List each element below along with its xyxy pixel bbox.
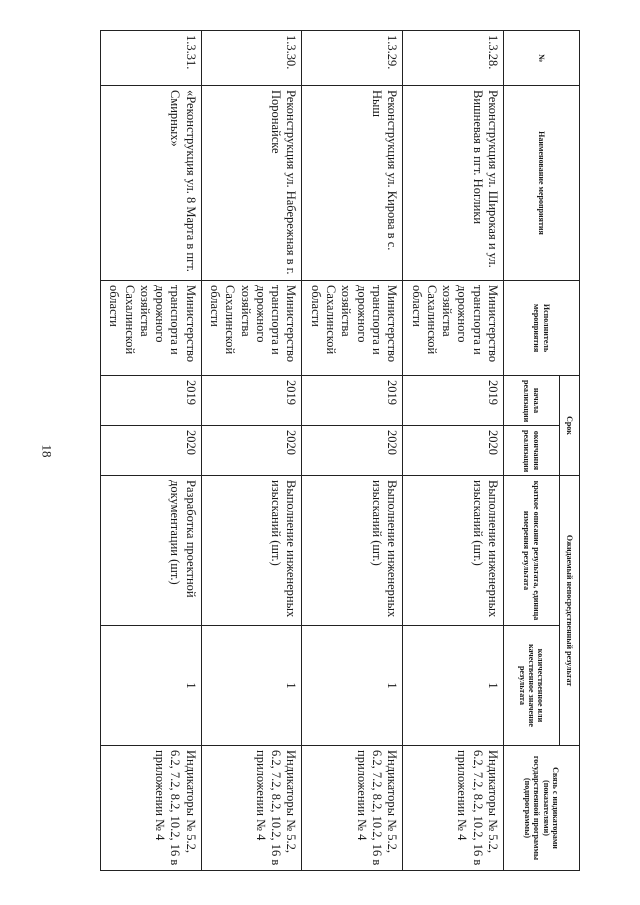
- header-num: №: [504, 31, 580, 86]
- cell-value: 1: [101, 626, 202, 746]
- cell-link: Индикаторы № 5.2, 6.2, 7.2, 8.2, 10.2, 16 в приложении № 4: [101, 746, 202, 871]
- cell-value: 1: [403, 626, 504, 746]
- rotated-table-container: [100, 30, 580, 870]
- header-result-desc: краткое описание результата, единица измерения результата: [504, 476, 560, 626]
- cell-link: Индикаторы № 5.2, 6.2, 7.2, 8.2, 10.2, 16 в приложении № 4: [302, 746, 403, 871]
- cell-desc: Выполнение инженерных изысканий (шт.): [302, 476, 403, 626]
- cell-name: Реконструкция ул. Набережная в г. Поронайске: [201, 86, 302, 281]
- table-row: [101, 31, 202, 871]
- header-result-value: количественное или качественное значение результата: [504, 626, 560, 746]
- cell-name: Реконструкция ул. Кирова в с. Ныш: [302, 86, 403, 281]
- cell-end: 2020: [403, 426, 504, 476]
- header-name: Наименование мероприятия: [504, 86, 580, 281]
- table-row: [403, 31, 504, 871]
- cell-start: 2019: [403, 376, 504, 426]
- cell-num: 1.3.28.: [403, 31, 504, 86]
- header-term-end: окончания реализации: [504, 426, 560, 476]
- cell-desc: Выполнение инженерных изысканий (шт.): [403, 476, 504, 626]
- header-row-top: [560, 31, 580, 871]
- cell-end: 2020: [201, 426, 302, 476]
- cell-num: 1.3.29.: [302, 31, 403, 86]
- cell-name: «Реконструкция ул. 8 Марта в пгт. Смирных»: [101, 86, 202, 281]
- table-row: [302, 31, 403, 871]
- cell-link: Индикаторы № 5.2, 6.2, 7.2, 8.2, 10.2, 16 в приложении № 4: [201, 746, 302, 871]
- header-term-start: начала реализации: [504, 376, 560, 426]
- header-link: Связь с индикаторами (показателями) государственной программы (подпрограммы): [504, 746, 580, 871]
- cell-executor: Министерство транспорта и дорожного хозяйства Сахалинской области: [403, 281, 504, 376]
- cell-start: 2019: [101, 376, 202, 426]
- header-term: Срок: [560, 376, 580, 476]
- measures-table: [100, 30, 580, 871]
- table-row: [201, 31, 302, 871]
- cell-desc: Выполнение инженерных изысканий (шт.): [201, 476, 302, 626]
- cell-end: 2020: [302, 426, 403, 476]
- cell-name: Реконструкция ул. Широкая и ул. Вишневая в пгт. Ноглики: [403, 86, 504, 281]
- document-table-area: [100, 30, 580, 870]
- cell-start: 2019: [201, 376, 302, 426]
- cell-start: 2019: [302, 376, 403, 426]
- cell-value: 1: [201, 626, 302, 746]
- cell-executor: Министерство транспорта и дорожного хозяйства Сахалинской области: [101, 281, 202, 376]
- cell-value: 1: [302, 626, 403, 746]
- page-number: 18: [39, 444, 55, 458]
- cell-executor: Министерство транспорта и дорожного хозяйства Сахалинской области: [201, 281, 302, 376]
- cell-end: 2020: [101, 426, 202, 476]
- cell-desc: Разработка проектной документации (шт.): [101, 476, 202, 626]
- cell-link: Индикаторы № 5.2, 6.2, 7.2, 8.2, 10.2, 16 в приложении № 4: [403, 746, 504, 871]
- cell-num: 1.3.30.: [201, 31, 302, 86]
- cell-num: 1.3.31.: [101, 31, 202, 86]
- cell-executor: Министерство транспорта и дорожного хозяйства Сахалинской области: [302, 281, 403, 376]
- header-executor: Исполнитель мероприятия: [504, 281, 580, 376]
- header-result: Ожидаемый непосредственный результат: [560, 476, 580, 746]
